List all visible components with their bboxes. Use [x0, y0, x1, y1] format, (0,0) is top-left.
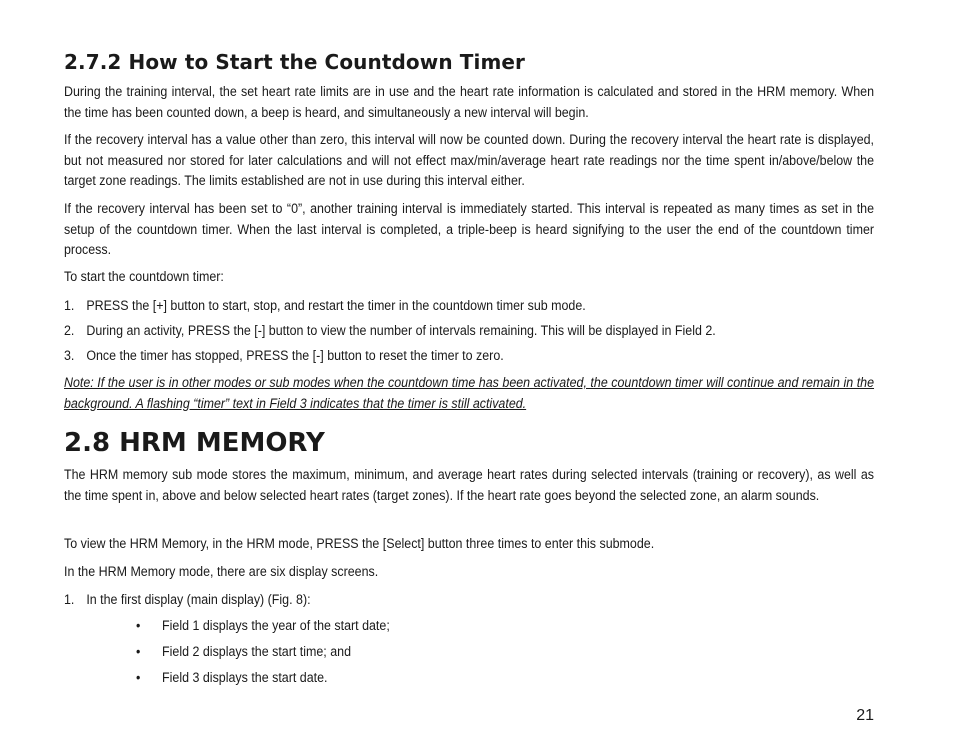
list-item	[64, 321, 716, 341]
paragraph-recovery-zero: If the recovery interval has been set to “0”, another training interval is immediately started. This interval is repeated as many times as set in the setup of the countdown timer. When the last interval is completed, a triple-beep is heard signifying to the user the end of the countdown timer process.	[64, 201, 875, 257]
paragraph-to-start: To start the countdown timer:	[64, 269, 224, 284]
list-text: In the first display (main display) (Fig. 8):	[86, 592, 311, 607]
bullet-text: Field 1 displays the year of the start date;	[162, 618, 390, 633]
list-number: 1.	[64, 298, 75, 313]
paragraph-six-screens: In the HRM Memory mode, there are six display screens.	[64, 564, 379, 579]
section-heading-countdown-timer: 2.7.2 How to Start the Countdown Timer	[64, 50, 526, 74]
paragraph-hrm-memory-intro: The HRM memory sub mode stores the maximum, minimum, and average heart rates during selected intervals (training or recovery), as well as the time spent in, above and below selected heart rates (target zones). If the heart rate goes beyond the selected zone, an alarm sounds.	[64, 467, 875, 503]
list-text: During an activity, PRESS the [-] button to view the number of intervals remaining. This will be displayed in Field 2.	[86, 323, 716, 338]
list-item	[64, 296, 586, 316]
list-number: 1.	[64, 592, 75, 607]
list-text: PRESS the [+] button to start, stop, and restart the timer in the countdown timer sub mode.	[86, 298, 586, 313]
paragraph-training-interval: During the training interval, the set heart rate limits are in use and the heart rate information is calculated and stored in the HRM memory. When the time has been counted down, a beep is heard, and simultaneously a new interval will begin.	[64, 84, 875, 120]
bullet-item	[136, 668, 327, 688]
bullet-item	[136, 616, 390, 636]
list-text: Once the timer has stopped, PRESS the [-] button to reset the timer to zero.	[86, 348, 504, 363]
list-item	[64, 590, 311, 610]
bullet-glyph: •	[136, 644, 141, 659]
note-paragraph: Note: If the user is in other modes or sub modes when the countdown time has been activated, the countdown timer will continue and remain in the background. A flashing “timer” text in Field 3 indicates that the timer is still activated.	[64, 375, 875, 411]
list-item	[64, 346, 504, 366]
bullet-text: Field 2 displays the start time; and	[162, 644, 352, 659]
bullet-glyph: •	[136, 670, 141, 685]
paragraph-recovery-interval: If the recovery interval has a value other than zero, this interval will now be counted down. During the recovery interval the heart rate is displayed, but not measured nor stored for later calculations and will not effect max/min/average heart rate readings nor the time spent in/above/below the target zone readings. The limits established are not in use during this interval either.	[64, 132, 875, 188]
bullet-item	[136, 642, 351, 662]
list-number: 2.	[64, 323, 75, 338]
paragraph-view-hrm-memory: To view the HRM Memory, in the HRM mode, PRESS the [Select] button three times to enter this submode.	[64, 536, 655, 551]
bullet-glyph: •	[136, 618, 141, 633]
bullet-text: Field 3 displays the start date.	[162, 670, 328, 685]
section-heading-hrm-memory: 2.8 HRM MEMORY	[64, 428, 325, 458]
list-number: 3.	[64, 348, 75, 363]
page-number: 21	[856, 707, 874, 724]
